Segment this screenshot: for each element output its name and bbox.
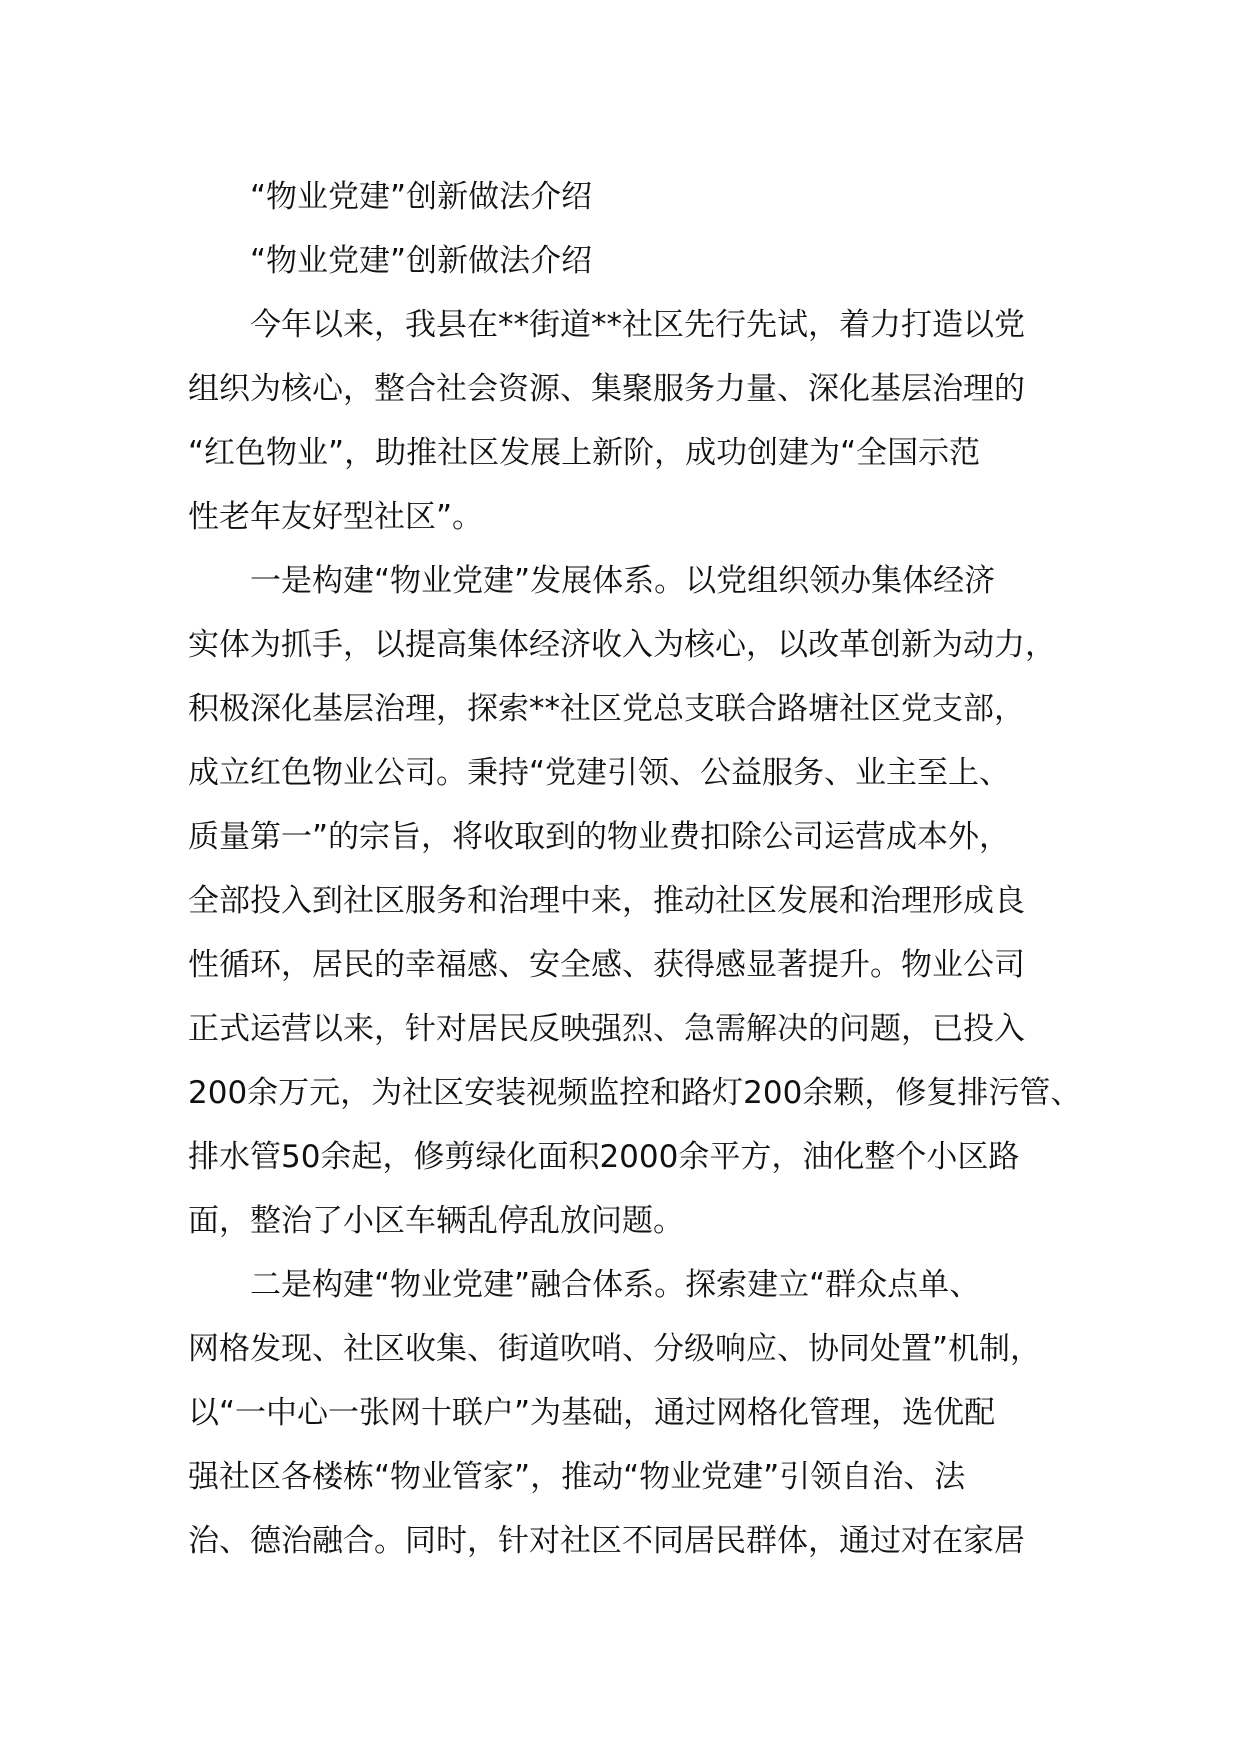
paragraph-line: 积极深化基层治理，探索**社区党总支联合路塘社区党支部， [188,691,1025,727]
paragraph-line: 以“一中心一张网十联户”为基础，通过网格化管理，选优配 [188,1395,996,1431]
paragraph-line: 二是构建“物业党建”融合体系。探索建立“群众点单、 [250,1267,981,1303]
paragraph-line: 排水管50余起，修剪绿化面积2000余平方，油化整个小区路 [188,1139,1020,1175]
document-title: “物业党建”创新做法介绍 [250,179,593,215]
paragraph-line: 200余万元，为社区安装视频监控和路灯200余颗，修复排污管、 [188,1075,1082,1111]
paragraph-line: 质量第一”的宗旨，将收取到的物业费扣除公司运营成本外， [188,819,1011,855]
paragraph-line: 成立红色物业公司。秉持“党建引领、公益服务、业主至上、 [188,755,1011,791]
paragraph-line: 组织为核心，整合社会资源、集聚服务力量、深化基层治理的 [188,371,1025,407]
paragraph-line: 治、德治融合。同时，针对社区不同居民群体，通过对在家居 [188,1523,1025,1559]
paragraph-line: 性循环，居民的幸福感、安全感、获得感显著提升。物业公司 [188,947,1025,983]
paragraph-line: 一是构建“物业党建”发展体系。以党组织领办集体经济 [250,563,996,599]
paragraph-line: 实体为抓手，以提高集体经济收入为核心，以改革创新为动力， [188,627,1056,663]
paragraph-line: 全部投入到社区服务和治理中来，推动社区发展和治理形成良 [188,883,1025,919]
paragraph-line: 网格发现、社区收集、街道吹哨、分级响应、协同处置”机制， [188,1331,1042,1367]
paragraph-line: 正式运营以来，针对居民反映强烈、急需解决的问题，已投入 [188,1011,1025,1047]
document-title-repeat: “物业党建”创新做法介绍 [250,243,593,279]
paragraph-line: 面，整治了小区车辆乱停乱放问题。 [188,1203,684,1239]
paragraph-line: “红色物业”，助推社区发展上新阶，成功创建为“全国示范 [188,435,981,471]
paragraph-line: 性老年友好型社区”。 [188,499,484,535]
paragraph-line: 今年以来，我县在**街道**社区先行先试，着力打造以党 [250,307,1025,343]
paragraph-line: 强社区各楼栋“物业管家”，推动“物业党建”引领自治、法 [188,1459,966,1495]
